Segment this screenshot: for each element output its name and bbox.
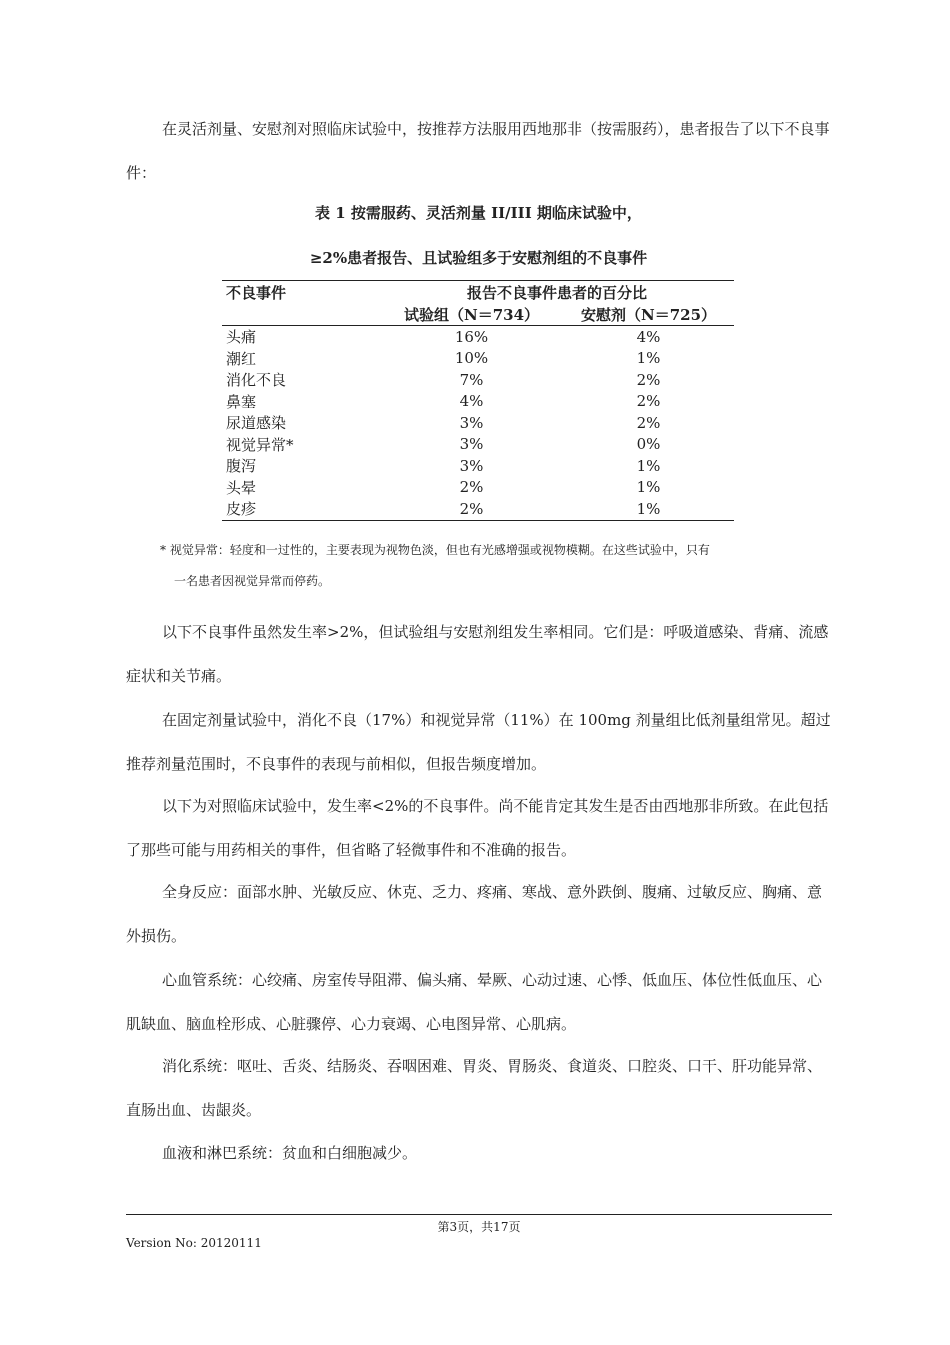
- cell-event: 皮疹: [222, 498, 380, 520]
- cell-event: 腹泻: [226, 457, 257, 476]
- table-row: [222, 412, 734, 434]
- header-group: 报告不良事件患者的百分比: [380, 281, 734, 304]
- intro-paragraph: 在灵活剂量、安慰剂对照临床试验中，按推荐方法服用西地那非（按需服药），患者报告了以下不良事件：: [126, 120, 830, 182]
- table-body: [222, 326, 734, 521]
- cell-event: 鼻塞: [226, 392, 257, 411]
- cell-event: 头痛: [226, 328, 257, 347]
- cell-placebo: 1%: [563, 498, 734, 520]
- table-row: [222, 391, 734, 413]
- cell-placebo: 1%: [636, 349, 661, 368]
- table-row: [222, 434, 734, 456]
- cell-event: 视觉异常*: [226, 435, 294, 454]
- cell-trial: 7%: [459, 370, 484, 389]
- adverse-events-table: [222, 280, 734, 521]
- table-footnote: [160, 535, 830, 597]
- cell-placebo: 2%: [636, 392, 661, 411]
- paragraph-low-incidence: 以下为对照临床试验中，发生率<2%的不良事件。尚不能肯定其发生是否由西地那非所致。在此包括了那些可能与用药相关的事件，但省略了轻微事件和不准确的报告。: [126, 797, 829, 859]
- paragraph-fixed-dose: 在固定剂量试验中，消化不良（17%）和视觉异常（11%）在 100mg 剂量组比低剂量组常见。超过推荐剂量范围时，不良事件的表现与前相似，但报告频度增加。: [126, 711, 831, 773]
- table-title-line2: ≥2%患者报告、且试验组多于安慰剂组的不良事件: [309, 249, 648, 267]
- cell-placebo: 1%: [636, 478, 661, 497]
- cell-trial: 10%: [454, 349, 489, 368]
- cell-placebo: 2%: [636, 370, 661, 389]
- cell-event: 消化不良: [226, 371, 287, 390]
- paragraph-cardiovascular: 心血管系统：心绞痛、房室传导阻滞、偏头痛、晕厥、心动过速、心悸、低血压、体位性低血压、心肌缺血、脑血栓形成、心脏骤停、心力衰竭、心电图异常、心肌病。: [126, 971, 823, 1033]
- table-row: [222, 348, 734, 370]
- table-title-line1: 表 1 按需服药、灵活剂量 II/III 期临床试验中，: [315, 204, 642, 222]
- footnote-line1: * 视觉异常：轻度和一过性的，主要表现为视物色淡，但也有光感增强或视物模糊。在这些试验中，只有: [160, 543, 710, 557]
- header-blank: [222, 303, 380, 326]
- paragraph-systemic: 全身反应：面部水肿、光敏反应、休克、乏力、疼痛、寒战、意外跌倒、腹痛、过敏反应、胸痛、意外损伤。: [126, 883, 823, 945]
- cell-trial: 4%: [459, 392, 484, 411]
- cell-event: 潮红: [226, 349, 257, 368]
- paragraph-blood: 血液和淋巴系统：贫血和白细胞减少。: [162, 1144, 418, 1162]
- header-placebo: 安慰剂（N＝725）: [563, 303, 734, 326]
- cell-placebo: 1%: [636, 456, 661, 475]
- cell-placebo: 0%: [636, 435, 661, 454]
- cell-event: 头晕: [226, 478, 257, 497]
- paragraph-common-events: 以下不良事件虽然发生率>2%，但试验组与安慰剂组发生率相同。它们是：呼吸道感染、背痛、流感症状和关节痛。: [126, 623, 829, 685]
- page-number: 第3页，共17页: [437, 1220, 521, 1234]
- table-row: [222, 498, 734, 520]
- table-row: [222, 369, 734, 391]
- cell-trial: 3%: [459, 413, 484, 432]
- cell-trial: 2%: [459, 478, 484, 497]
- footer-divider: [126, 1214, 832, 1215]
- cell-trial: 3%: [459, 435, 484, 454]
- cell-placebo: 2%: [636, 413, 661, 432]
- table-row: [222, 477, 734, 499]
- cell-trial: 2%: [380, 498, 563, 520]
- cell-trial: 16%: [454, 327, 489, 346]
- version-number: Version No: 20120111: [126, 1236, 262, 1250]
- cell-trial: 3%: [459, 456, 484, 475]
- table-row: [222, 455, 734, 477]
- table-row: [222, 326, 734, 348]
- cell-placebo: 4%: [636, 327, 661, 346]
- footnote-line2: 一名患者因视觉异常而停药。: [174, 574, 331, 588]
- header-event: 不良事件: [222, 281, 380, 304]
- cell-event: 尿道感染: [226, 414, 287, 433]
- paragraph-digestive: 消化系统：呕吐、舌炎、结肠炎、吞咽困难、胃炎、胃肠炎、食道炎、口腔炎、口干、肝功能异常、直肠出血、齿龈炎。: [126, 1057, 823, 1119]
- header-trial: 试验组（N＝734）: [380, 303, 563, 326]
